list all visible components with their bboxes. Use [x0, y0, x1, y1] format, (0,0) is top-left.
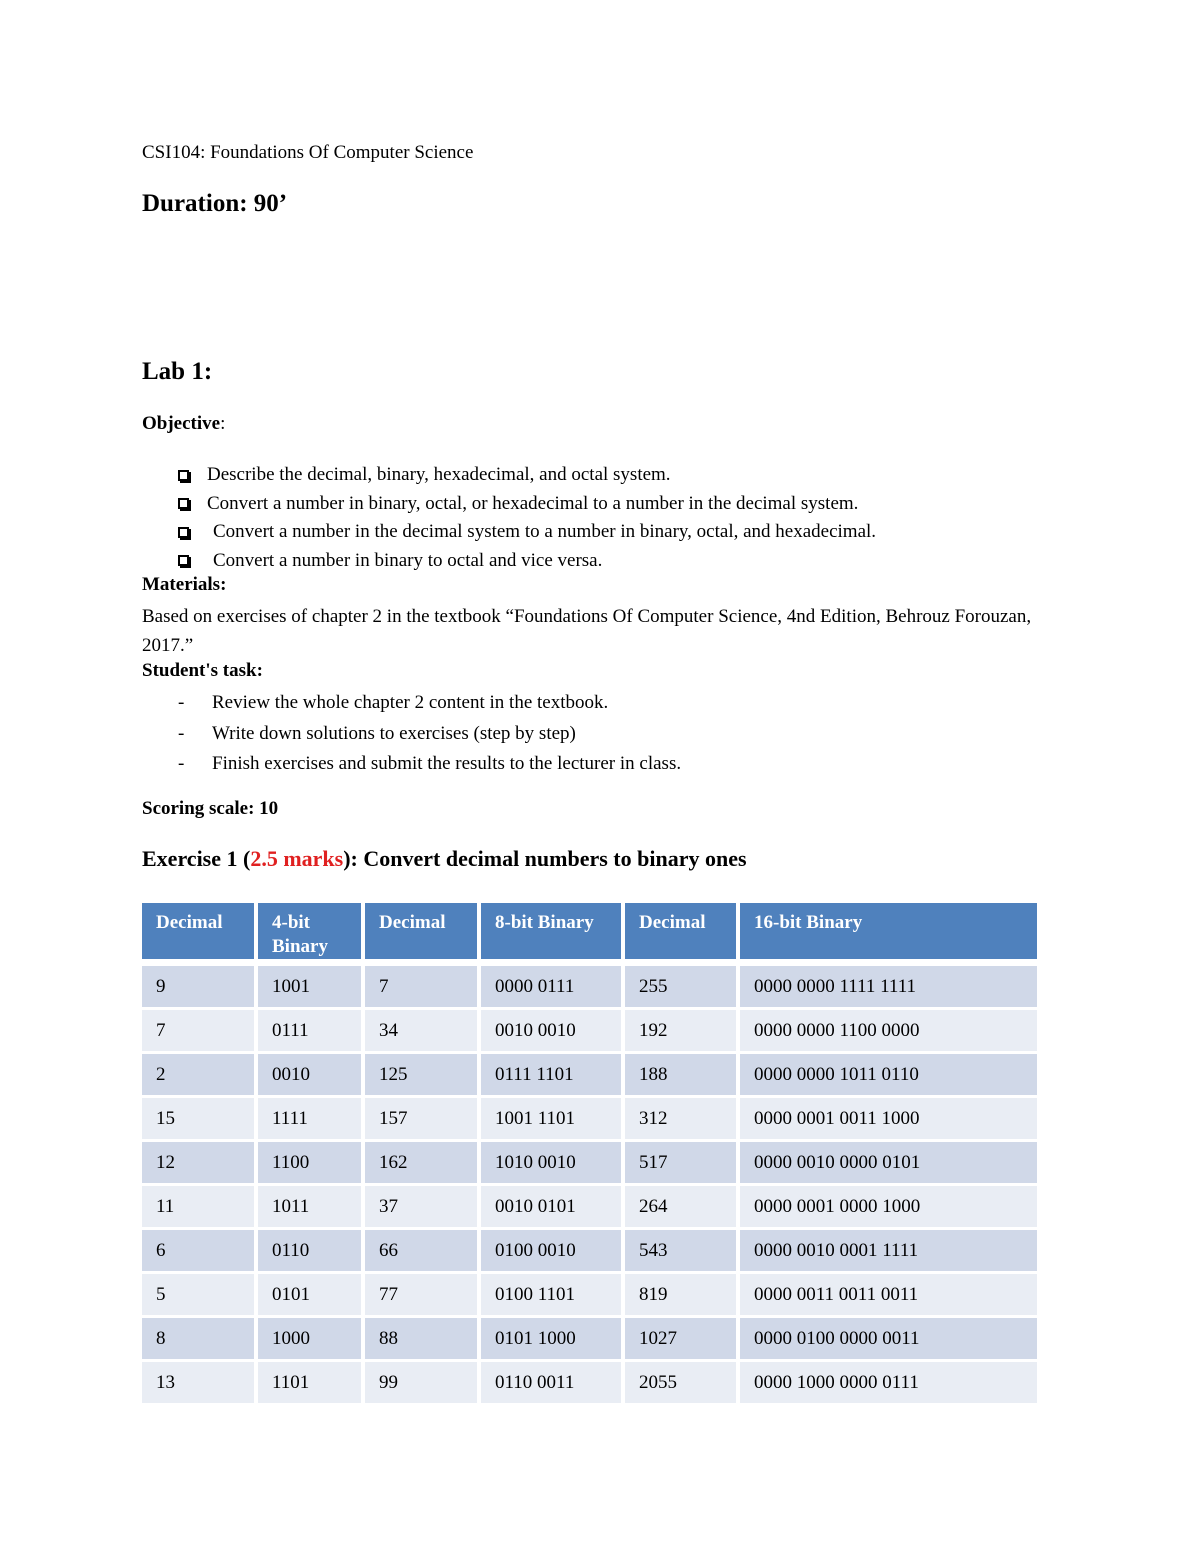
objective-text: Describe the decimal, binary, hexadecimal, and octal system.: [207, 464, 671, 485]
table-cell: 157: [365, 1095, 477, 1139]
table-row: [142, 1271, 1037, 1315]
exercise-marks: 2.5 marks: [250, 846, 344, 871]
dash-bullet-icon: -: [178, 722, 185, 744]
table-cell: 1011: [258, 1183, 361, 1227]
table-cell: 1101: [258, 1359, 361, 1403]
table-cell: 5: [142, 1271, 254, 1315]
table-cell: 0110 0011: [481, 1359, 621, 1403]
table-cell: 0000 0011 0011 0011: [740, 1271, 1037, 1315]
task-item: [178, 749, 681, 780]
task-text: Review the whole chapter 2 content in the textbook.: [212, 692, 609, 713]
materials-heading: Materials:: [142, 574, 227, 595]
table-cell: 99: [365, 1359, 477, 1403]
table-row: [142, 963, 1037, 1007]
table-row: [142, 1227, 1037, 1271]
table-cell: 0000 0000 1111 1111: [740, 963, 1037, 1007]
table-cell: 0110: [258, 1227, 361, 1271]
exercise-heading: [142, 846, 747, 872]
table-row: [142, 1095, 1037, 1139]
student-task-heading: Student's task:: [142, 660, 263, 681]
table-cell: 37: [365, 1183, 477, 1227]
table-cell: 188: [625, 1051, 736, 1095]
table-cell: 0000 0000 1100 0000: [740, 1007, 1037, 1051]
column-header: Decimal: [625, 903, 736, 963]
table-cell: 1027: [625, 1315, 736, 1359]
exercise-prefix: Exercise 1 (: [142, 846, 251, 871]
table-cell: 2055: [625, 1359, 736, 1403]
table-cell: 0010: [258, 1051, 361, 1095]
table-cell: 9: [142, 963, 254, 1007]
column-header: 16-bit Binary: [740, 903, 1037, 963]
exercise-suffix: ): Convert decimal numbers to binary ones: [343, 846, 747, 871]
scoring-scale: Scoring scale: 10: [142, 798, 279, 819]
checkbox-bullet-icon: [178, 498, 189, 509]
table-cell: 6: [142, 1227, 254, 1271]
table-row: [142, 1359, 1037, 1403]
table-cell: 0000 0010 0001 1111: [740, 1227, 1037, 1271]
table-cell: 264: [625, 1183, 736, 1227]
table-cell: 543: [625, 1227, 736, 1271]
column-header: 8-bit Binary: [481, 903, 621, 963]
table-row: [142, 1051, 1037, 1095]
table-cell: 0000 0100 0000 0011: [740, 1315, 1037, 1359]
task-item: [178, 719, 681, 750]
conversion-table: [138, 903, 1041, 1403]
table-cell: 1000: [258, 1315, 361, 1359]
dash-bullet-icon: -: [178, 692, 185, 713]
table-cell: 0000 0001 0011 1000: [740, 1095, 1037, 1139]
table-row: [142, 1183, 1037, 1227]
table-cell: 1100: [258, 1139, 361, 1183]
table-cell: 0111 1101: [481, 1051, 621, 1095]
task-item: [178, 688, 681, 719]
table-cell: 0100 0010: [481, 1227, 621, 1271]
table-cell: 12: [142, 1139, 254, 1183]
duration-heading: Duration: 90’: [142, 190, 288, 217]
table-cell: 0100 1101: [481, 1271, 621, 1315]
table-row: [142, 1139, 1037, 1183]
table-body: [142, 963, 1037, 1403]
table-cell: 0000 0000 1011 0110: [740, 1051, 1037, 1095]
table-header-row: [142, 903, 1037, 963]
checkbox-bullet-icon: [178, 527, 189, 538]
table-cell: 125: [365, 1051, 477, 1095]
table-cell: 11: [142, 1183, 254, 1227]
materials-text: Based on exercises of chapter 2 in the textbook “Foundations Of Computer Science, 4nd Edition, Behrouz Forouzan, 2017.”: [142, 606, 1032, 656]
table-cell: 0111: [258, 1007, 361, 1051]
table-cell: 0010 0101: [481, 1183, 621, 1227]
lab-title: Lab 1:: [142, 358, 213, 385]
table-cell: 819: [625, 1271, 736, 1315]
table-cell: 1111: [258, 1095, 361, 1139]
checkbox-bullet-icon: [178, 555, 189, 566]
course-title: CSI104: Foundations Of Computer Science: [142, 142, 474, 163]
table-row: [142, 1007, 1037, 1051]
column-header: Decimal: [142, 903, 254, 963]
objective-colon: :: [220, 413, 226, 434]
table-cell: 7: [365, 963, 477, 1007]
column-header: Decimal: [365, 903, 477, 963]
table-cell: 0000 0111: [481, 963, 621, 1007]
table-cell: 0101: [258, 1271, 361, 1315]
table-cell: 88: [365, 1315, 477, 1359]
table-cell: 34: [365, 1007, 477, 1051]
objective-item: [178, 461, 876, 490]
table-cell: 162: [365, 1139, 477, 1183]
table-row: [142, 1315, 1037, 1359]
objective-text: Convert a number in the decimal system to a number in binary, octal, and hexadecimal.: [213, 521, 877, 542]
table-cell: 312: [625, 1095, 736, 1139]
table-cell: 1001: [258, 963, 361, 1007]
table-cell: 13: [142, 1359, 254, 1403]
table-cell: 8: [142, 1315, 254, 1359]
objective-item: [178, 490, 876, 519]
table-cell: 255: [625, 963, 736, 1007]
table-cell: 192: [625, 1007, 736, 1051]
objective-list: [178, 461, 876, 575]
table-cell: 77: [365, 1271, 477, 1315]
objective-item: [178, 518, 876, 547]
task-text: Write down solutions to exercises (step by step): [212, 722, 576, 744]
objective-label: Objective: [142, 413, 221, 434]
table-cell: 0000 0001 0000 1000: [740, 1183, 1037, 1227]
objective-text: Convert a number in binary, octal, or hexadecimal to a number in the decimal system.: [207, 492, 859, 514]
table-cell: 15: [142, 1095, 254, 1139]
table-cell: 0101 1000: [481, 1315, 621, 1359]
task-list: [178, 688, 681, 780]
table-cell: 1001 1101: [481, 1095, 621, 1139]
table-cell: 7: [142, 1007, 254, 1051]
table-cell: 2: [142, 1051, 254, 1095]
dash-bullet-icon: -: [178, 753, 185, 774]
objective-text: Convert a number in binary to octal and vice versa.: [213, 549, 603, 571]
table-cell: 1010 0010: [481, 1139, 621, 1183]
table-cell: 0010 0010: [481, 1007, 621, 1051]
objective-item: [178, 547, 876, 576]
table-cell: 517: [625, 1139, 736, 1183]
column-header: 4-bit Binary: [258, 903, 361, 963]
table-cell: 0000 1000 0000 0111: [740, 1359, 1037, 1403]
objective-label-line: [142, 413, 225, 435]
task-text: Finish exercises and submit the results to the lecturer in class.: [212, 753, 682, 774]
table-cell: 0000 0010 0000 0101: [740, 1139, 1037, 1183]
checkbox-bullet-icon: [178, 470, 189, 481]
table-cell: 66: [365, 1227, 477, 1271]
